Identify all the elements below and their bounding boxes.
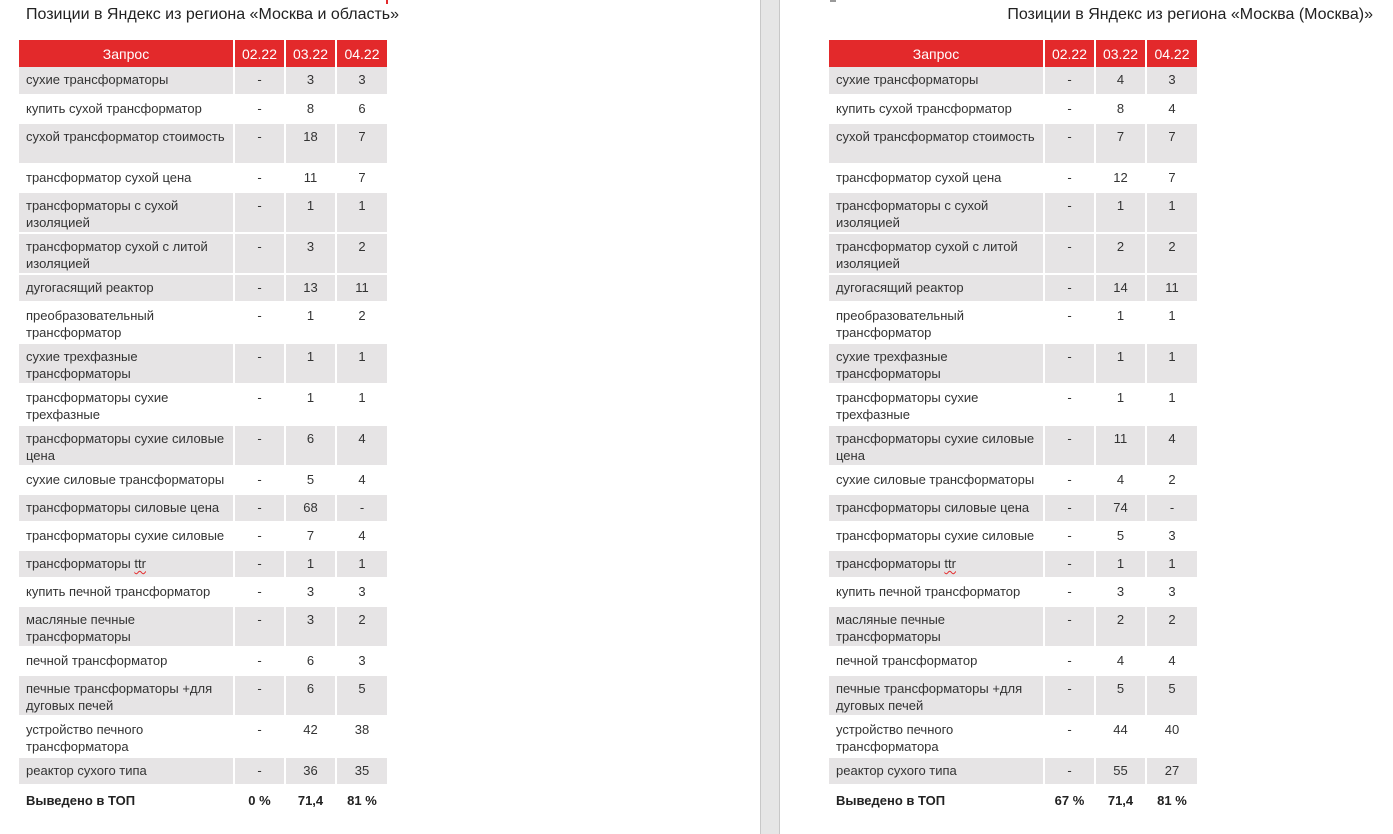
query-cell: трансформаторы сухие трехфазные [829, 384, 1044, 425]
position-cell: 7 [336, 123, 387, 164]
position-cell: 4 [336, 425, 387, 466]
position-cell: 1 [285, 192, 336, 233]
query-cell: трансформатор сухой цена [19, 164, 234, 192]
position-cell: 1 [336, 192, 387, 233]
position-cell: - [234, 550, 285, 578]
position-cell: - [1044, 302, 1095, 343]
position-cell: 2 [336, 606, 387, 647]
header-month-1: 02.22 [1044, 40, 1095, 67]
query-cell: купить печной трансформатор [829, 578, 1044, 606]
query-cell: купить сухой трансформатор [829, 95, 1044, 123]
position-cell: 68 [285, 494, 336, 522]
position-cell: - [1146, 494, 1197, 522]
position-cell: 8 [1095, 95, 1146, 123]
total-value: 81 % [1146, 785, 1197, 812]
query-cell: масляные печные трансформаторы [829, 606, 1044, 647]
header-month-3: 04.22 [336, 40, 387, 67]
position-cell: 4 [336, 466, 387, 494]
position-cell: 7 [285, 522, 336, 550]
position-cell: 3 [336, 578, 387, 606]
query-cell: сухие трехфазные трансформаторы [19, 343, 234, 384]
position-cell: - [1044, 274, 1095, 302]
position-cell: 3 [336, 647, 387, 675]
position-cell: 14 [1095, 274, 1146, 302]
cursor-mark [386, 0, 388, 4]
table-row [19, 343, 387, 384]
query-cell: сухой трансформатор стоимость [19, 123, 234, 164]
position-cell: - [234, 192, 285, 233]
query-cell: реактор сухого типа [829, 757, 1044, 785]
query-cell: печные трансформаторы +для дуговых печей [19, 675, 234, 716]
position-cell: 4 [1095, 67, 1146, 95]
position-cell: 1 [1095, 384, 1146, 425]
position-cell: 6 [336, 95, 387, 123]
position-cell: - [234, 67, 285, 95]
table-row [19, 192, 387, 233]
query-cell: печной трансформатор [829, 647, 1044, 675]
query-text-misspelled: ttr [134, 556, 146, 571]
query-cell: устройство печного трансформатора [19, 716, 234, 757]
position-cell: 3 [1146, 522, 1197, 550]
query-cell: трансформаторы сухие силовые цена [19, 425, 234, 466]
table-row [829, 522, 1197, 550]
header-month-2: 03.22 [1095, 40, 1146, 67]
cursor-mark [830, 0, 836, 2]
query-cell [19, 550, 234, 578]
table-row [829, 606, 1197, 647]
query-text: трансформаторы [836, 556, 945, 571]
position-cell: 1 [1146, 302, 1197, 343]
table-row [19, 95, 387, 123]
position-cell: 8 [285, 95, 336, 123]
query-cell: сухие силовые трансформаторы [19, 466, 234, 494]
positions-table [829, 40, 1197, 813]
query-cell: трансформаторы сухие силовые цена [829, 425, 1044, 466]
position-cell: 5 [1095, 675, 1146, 716]
position-cell: - [234, 95, 285, 123]
position-cell: 6 [285, 425, 336, 466]
query-cell: трансформатор сухой цена [829, 164, 1044, 192]
table-row [19, 466, 387, 494]
document-page-right [780, 0, 1393, 834]
position-cell: - [1044, 343, 1095, 384]
total-value: 71,4 [285, 785, 336, 812]
position-cell: 3 [336, 67, 387, 95]
header-month-3: 04.22 [1146, 40, 1197, 67]
position-cell: - [234, 425, 285, 466]
header-month-1: 02.22 [234, 40, 285, 67]
page-gutter [760, 0, 780, 834]
position-cell: - [1044, 425, 1095, 466]
position-cell: - [1044, 384, 1095, 425]
position-cell: 2 [1095, 606, 1146, 647]
position-cell: 1 [1146, 343, 1197, 384]
position-cell: 1 [1146, 550, 1197, 578]
position-cell: 6 [285, 675, 336, 716]
query-cell: дугогасящий реактор [829, 274, 1044, 302]
position-cell: - [234, 123, 285, 164]
table-row [19, 522, 387, 550]
position-cell: 1 [336, 343, 387, 384]
position-cell: 35 [336, 757, 387, 785]
position-cell: 2 [1095, 233, 1146, 274]
position-cell: 55 [1095, 757, 1146, 785]
position-cell: 11 [1146, 274, 1197, 302]
position-cell: 11 [336, 274, 387, 302]
header-query: Запрос [829, 40, 1044, 67]
table-row [829, 95, 1197, 123]
query-cell: трансформаторы силовые цена [829, 494, 1044, 522]
table-row [19, 757, 387, 785]
query-cell [829, 550, 1044, 578]
query-cell: преобразовательный трансформатор [19, 302, 234, 343]
query-text: трансформаторы [26, 556, 135, 571]
table-row [829, 343, 1197, 384]
position-cell: 4 [1146, 647, 1197, 675]
position-cell: - [234, 757, 285, 785]
table-row [829, 466, 1197, 494]
position-cell: 2 [336, 302, 387, 343]
query-cell: печные трансформаторы +для дуговых печей [829, 675, 1044, 716]
table-row [829, 578, 1197, 606]
total-row [19, 785, 387, 812]
position-cell: - [234, 384, 285, 425]
table-row [19, 606, 387, 647]
query-cell: трансформатор сухой с литой изоляцией [19, 233, 234, 274]
position-cell: 18 [285, 123, 336, 164]
position-cell: - [234, 716, 285, 757]
position-cell: 3 [285, 606, 336, 647]
total-row [829, 785, 1197, 812]
position-cell: - [234, 606, 285, 647]
query-cell: сухие трансформаторы [829, 67, 1044, 95]
table-row [829, 384, 1197, 425]
table-row [19, 123, 387, 164]
table-row [19, 647, 387, 675]
header-query: Запрос [19, 40, 234, 67]
query-cell: преобразовательный трансформатор [829, 302, 1044, 343]
position-cell: 2 [1146, 466, 1197, 494]
position-cell: - [1044, 67, 1095, 95]
position-cell: - [1044, 550, 1095, 578]
position-cell: 27 [1146, 757, 1197, 785]
position-cell: - [234, 466, 285, 494]
position-cell: 1 [285, 302, 336, 343]
query-cell: купить печной трансформатор [19, 578, 234, 606]
table-row [19, 425, 387, 466]
position-cell: - [1044, 123, 1095, 164]
query-cell: масляные печные трансформаторы [19, 606, 234, 647]
page-title: Позиции в Яндекс из региона «Москва (Москва)» [1007, 6, 1373, 23]
position-cell: 3 [285, 67, 336, 95]
position-cell: - [336, 494, 387, 522]
position-cell: 3 [285, 578, 336, 606]
position-cell: 38 [336, 716, 387, 757]
position-cell: 3 [1146, 578, 1197, 606]
table-row [829, 123, 1197, 164]
query-cell: сухие силовые трансформаторы [829, 466, 1044, 494]
position-cell: 1 [1095, 302, 1146, 343]
position-cell: - [234, 302, 285, 343]
position-cell: 4 [336, 522, 387, 550]
total-value: 81 % [336, 785, 387, 812]
query-cell: реактор сухого типа [19, 757, 234, 785]
page-title: Позиции в Яндекс из региона «Москва и область» [26, 6, 400, 23]
position-cell: - [1044, 578, 1095, 606]
position-cell: 1 [336, 550, 387, 578]
total-label: Выведено в ТОП [19, 785, 234, 812]
position-cell: - [1044, 647, 1095, 675]
position-cell: 13 [285, 274, 336, 302]
table-row [829, 67, 1197, 95]
table-row [829, 757, 1197, 785]
position-cell: - [1044, 494, 1095, 522]
table-header-row [829, 40, 1197, 67]
positions-table [19, 40, 387, 813]
position-cell: - [1044, 716, 1095, 757]
position-cell: 4 [1146, 425, 1197, 466]
table-header-row [19, 40, 387, 67]
position-cell: - [234, 522, 285, 550]
position-cell: 2 [1146, 233, 1197, 274]
position-cell: 7 [336, 164, 387, 192]
position-cell: 40 [1146, 716, 1197, 757]
table-row [829, 675, 1197, 716]
position-cell: 4 [1146, 95, 1197, 123]
position-cell: 1 [285, 550, 336, 578]
position-cell: 2 [1146, 606, 1197, 647]
position-cell: 1 [1095, 550, 1146, 578]
table-row [829, 302, 1197, 343]
position-cell: 7 [1146, 123, 1197, 164]
total-value: 71,4 [1095, 785, 1146, 812]
table-row [19, 302, 387, 343]
table-row [829, 192, 1197, 233]
position-cell: - [234, 578, 285, 606]
table-row [829, 716, 1197, 757]
position-cell: 4 [1095, 466, 1146, 494]
table-row [829, 233, 1197, 274]
table-row [829, 164, 1197, 192]
position-cell: 1 [336, 384, 387, 425]
table-row [829, 647, 1197, 675]
query-cell: сухие трехфазные трансформаторы [829, 343, 1044, 384]
query-cell: устройство печного трансформатора [829, 716, 1044, 757]
position-cell: 7 [1146, 164, 1197, 192]
position-cell: - [1044, 522, 1095, 550]
table-row [19, 384, 387, 425]
position-cell: 5 [336, 675, 387, 716]
position-cell: - [1044, 675, 1095, 716]
query-text-misspelled: ttr [944, 556, 956, 571]
query-cell: трансформатор сухой с литой изоляцией [829, 233, 1044, 274]
position-cell: 5 [285, 466, 336, 494]
query-cell: трансформаторы с сухой изоляцией [19, 192, 234, 233]
position-cell: 1 [285, 343, 336, 384]
position-cell: - [234, 494, 285, 522]
position-cell: 36 [285, 757, 336, 785]
position-cell: - [1044, 95, 1095, 123]
position-cell: 1 [1095, 192, 1146, 233]
position-cell: - [1044, 606, 1095, 647]
position-cell: 7 [1095, 123, 1146, 164]
query-cell: дугогасящий реактор [19, 274, 234, 302]
query-cell: купить сухой трансформатор [19, 95, 234, 123]
table-row [829, 494, 1197, 522]
header-month-2: 03.22 [285, 40, 336, 67]
query-cell: сухой трансформатор стоимость [829, 123, 1044, 164]
table-row [19, 675, 387, 716]
position-cell: 11 [1095, 425, 1146, 466]
query-cell: сухие трансформаторы [19, 67, 234, 95]
position-cell: - [234, 233, 285, 274]
position-cell: 2 [336, 233, 387, 274]
position-cell: - [234, 343, 285, 384]
position-cell: 74 [1095, 494, 1146, 522]
position-cell: 44 [1095, 716, 1146, 757]
position-cell: - [1044, 757, 1095, 785]
position-cell: - [234, 647, 285, 675]
position-cell: - [234, 274, 285, 302]
position-cell: 1 [1095, 343, 1146, 384]
total-value: 67 % [1044, 785, 1095, 812]
query-cell: трансформаторы с сухой изоляцией [829, 192, 1044, 233]
table-row [829, 425, 1197, 466]
table-row [19, 494, 387, 522]
position-cell: - [1044, 466, 1095, 494]
table-row [19, 164, 387, 192]
position-cell: 1 [285, 384, 336, 425]
position-cell: 3 [1095, 578, 1146, 606]
query-cell: трансформаторы силовые цена [19, 494, 234, 522]
query-cell: трансформаторы сухие трехфазные [19, 384, 234, 425]
position-cell: - [1044, 164, 1095, 192]
table-row [19, 274, 387, 302]
query-cell: трансформаторы сухие силовые [19, 522, 234, 550]
position-cell: 12 [1095, 164, 1146, 192]
position-cell: 5 [1095, 522, 1146, 550]
position-cell: 4 [1095, 647, 1146, 675]
position-cell: - [234, 675, 285, 716]
table-row [19, 233, 387, 274]
position-cell: - [1044, 192, 1095, 233]
position-cell: 1 [1146, 192, 1197, 233]
position-cell: 11 [285, 164, 336, 192]
position-cell: - [1044, 233, 1095, 274]
table-row [19, 67, 387, 95]
table-row [829, 550, 1197, 578]
query-cell: трансформаторы сухие силовые [829, 522, 1044, 550]
table-row [19, 578, 387, 606]
table-row [829, 274, 1197, 302]
table-row [19, 550, 387, 578]
position-cell: 5 [1146, 675, 1197, 716]
position-cell: 3 [1146, 67, 1197, 95]
position-cell: 3 [285, 233, 336, 274]
position-cell: 1 [1146, 384, 1197, 425]
total-value: 0 % [234, 785, 285, 812]
position-cell: - [234, 164, 285, 192]
position-cell: 6 [285, 647, 336, 675]
query-cell: печной трансформатор [19, 647, 234, 675]
total-label: Выведено в ТОП [829, 785, 1044, 812]
position-cell: 42 [285, 716, 336, 757]
table-row [19, 716, 387, 757]
